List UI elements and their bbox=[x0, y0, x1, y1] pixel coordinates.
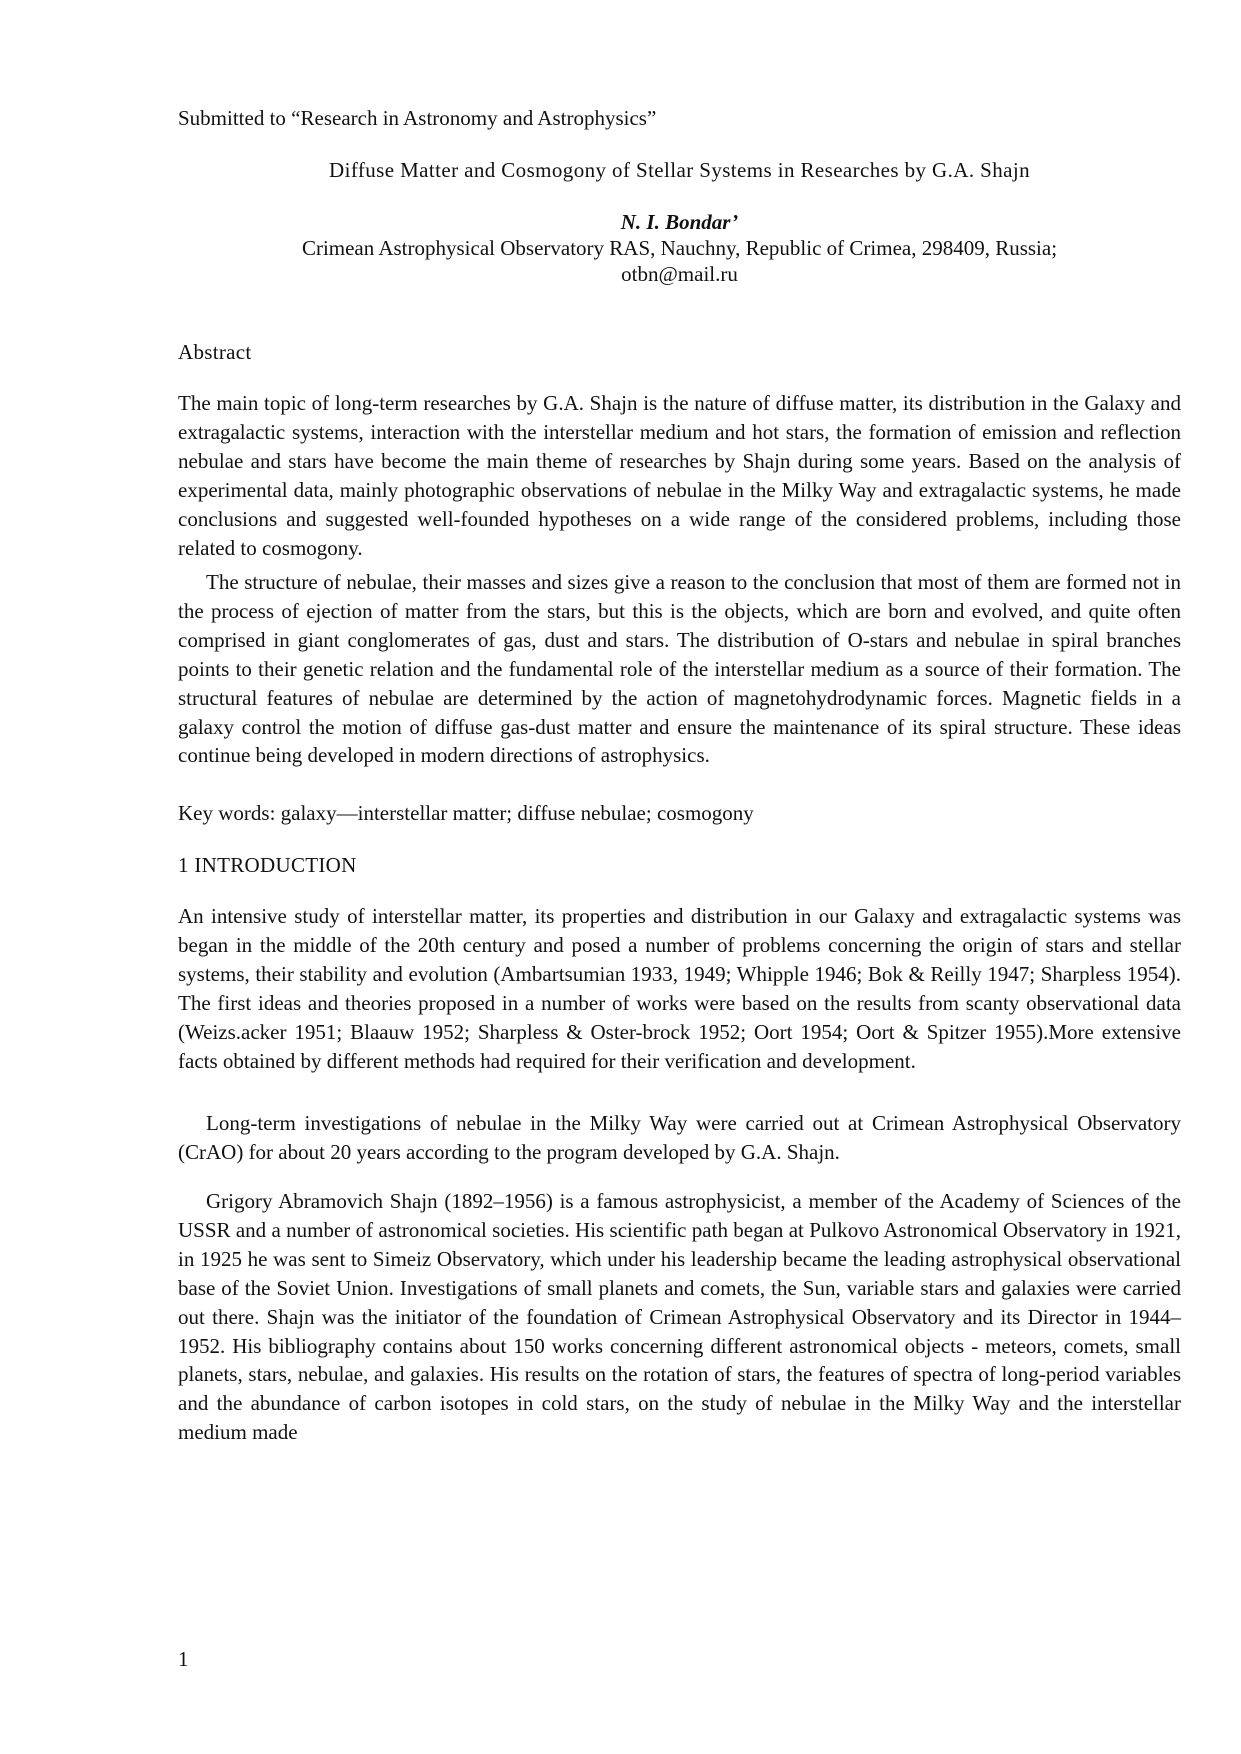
abstract-paragraph-2: The structure of nebulae, their masses and sizes give a reason to the conclusion that most of them are formed not in the process of ejection of matter from the stars, but this is the objects, which are born and evolved, and quite often comprised in giant conglomerates of gas, dust and stars. The distribution of O-stars and nebulae in spiral branches points to their genetic relation and the fundamental role of the interstellar medium as a source of their formation. The structural features of nebulae are determined by the action of magnetohydrodynamic forces. Magnetic fields in a galaxy control the motion of diffuse gas-dust matter and ensure the maintenance of its spiral structure. These ideas continue being developed in modern directions of astrophysics. bbox=[178, 570, 1181, 768]
submission-note: Submitted to “Research in Astronomy and Astrophysics” bbox=[178, 106, 657, 130]
paper-title: Diffuse Matter and Cosmogony of Stellar Systems in Researches by G.A. Shajn bbox=[329, 158, 1030, 182]
author-name: N. I. Bondar’ bbox=[620, 210, 739, 234]
author-email: otbn@mail.ru bbox=[621, 262, 738, 286]
intro-paragraph-2: Long-term investigations of nebulae in the Milky Way were carried out at Crimean Astrophysical Observatory (CrAO) for about 20 years according to the program developed by G.A. Shajn. bbox=[178, 1111, 1181, 1164]
intro-paragraph-3: Grigory Abramovich Shajn (1892–1956) is a famous astrophysicist, a member of the Academy of Sciences of the USSR and a number of astronomical societies. His scientific path began at Pulkovo Astronomical Observatory in 1921, in 1925 he was sent to Simeiz Observatory, which under his leadership became the leading astrophysical observational base of the Soviet Union. Investigations of small planets and comets, the Sun, variable stars and galaxies were carried out there. Shajn was the initiator of the foundation of Crimean Astrophysical Observatory and its Director in 1944–1952. His bibliography contains about 150 works concerning different astronomical objects - meteors, comets, small planets, stars, nebulae, and galaxies. His results on the rotation of stars, the features of spectra of long-period variables and the abundance of carbon isotopes in cold stars, on the study of nebulae in the Milky Way and the interstellar medium made bbox=[178, 1189, 1181, 1445]
keywords: Key words: galaxy—interstellar matter; diffuse nebulae; cosmogony bbox=[178, 801, 754, 825]
abstract-heading: Abstract bbox=[178, 340, 252, 364]
section-heading-introduction: 1 INTRODUCTION bbox=[178, 853, 357, 877]
abstract-paragraph-1: The main topic of long-term researches by G.A. Shajn is the nature of diffuse matter, its distribution in the Galaxy and extragalactic systems, interaction with the interstellar medium and hot stars, the formation of emission and reflection nebulae and stars have become the main theme of researches by Shajn during some years. Based on the analysis of experimental data, mainly photographic observations of nebulae in the Milky Way and extragalactic systems, he made conclusions and suggested well-founded hypotheses on a wide range of the considered problems, including those related to cosmogony. bbox=[178, 391, 1181, 560]
page-number: 1 bbox=[178, 1647, 189, 1671]
intro-paragraph-1: An intensive study of interstellar matter, its properties and distribution in our Galaxy and extragalactic systems was began in the middle of the 20th century and posed a number of problems concerning the origin of stars and stellar systems, their stability and evolution (Ambartsumian 1933, 1949; Whipple 1946; Bok & Reilly 1947; Sharpless 1954). The first ideas and theories proposed in a number of works were based on the results from scanty observational data (Weizs.acker 1951; Blaauw 1952; Sharpless & Oster-brock 1952; Oort 1954; Oort & Spitzer 1955).More extensive facts obtained by different methods had required for their verification and development. bbox=[178, 904, 1181, 1073]
author-affiliation: Crimean Astrophysical Observatory RAS, Nauchny, Republic of Crimea, 298409, Russia; bbox=[301, 236, 1058, 260]
